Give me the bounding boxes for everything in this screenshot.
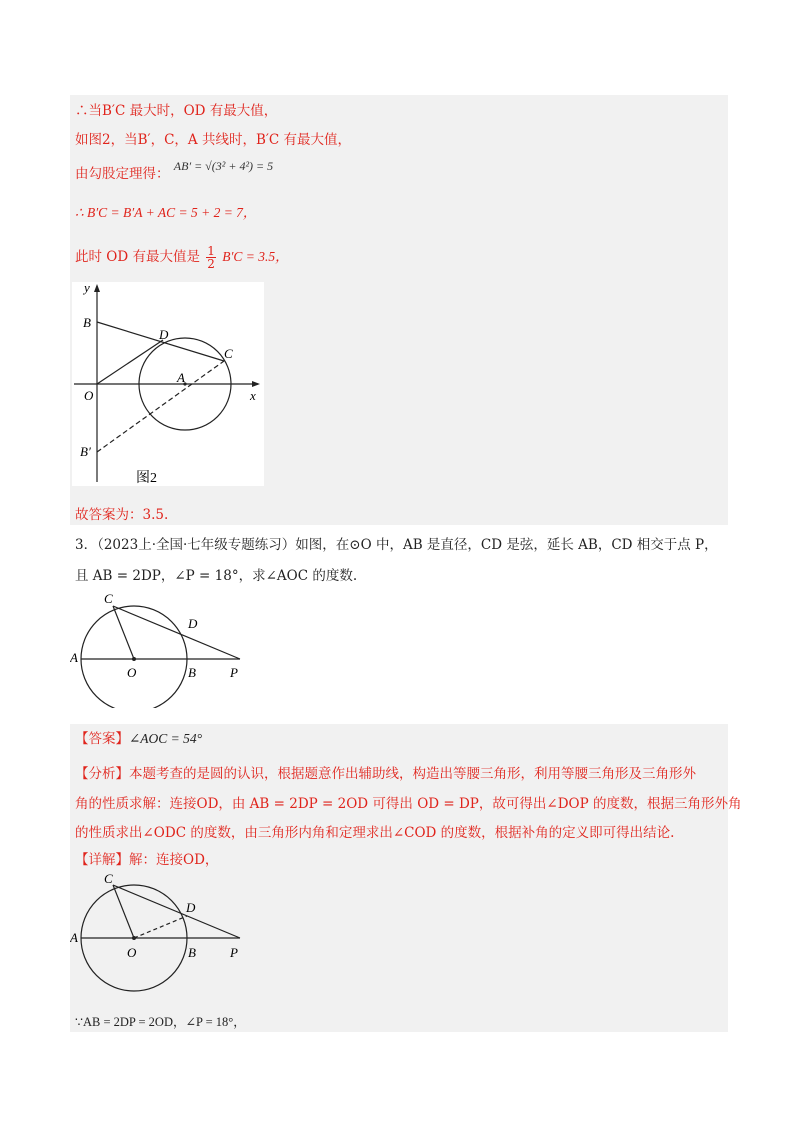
answer-line: 故答案为：3.5. bbox=[75, 507, 169, 523]
detail-figure bbox=[70, 872, 250, 992]
problem-3-figure-svg bbox=[70, 588, 250, 708]
label-b: B bbox=[188, 945, 196, 960]
label-o: O bbox=[127, 945, 137, 960]
segment-cp bbox=[113, 885, 240, 938]
solution-line-4: ∴ B′C = B′A + AC = 5 + 2 = 7， bbox=[75, 205, 257, 220]
label-y: y bbox=[84, 282, 90, 295]
problem-3-figure bbox=[70, 588, 250, 708]
detail-figure-svg bbox=[70, 872, 250, 992]
label-b: B bbox=[83, 315, 91, 330]
label-x: x bbox=[250, 388, 256, 403]
analysis-line-2: 角的性质求解：连接OD，由 AB = 2DP = 2OD 可得出 OD = DP，故可得出∠DOP 的度数，根据三角形外角 bbox=[75, 796, 742, 812]
y-axis-arrow bbox=[94, 284, 100, 292]
label-c: C bbox=[104, 872, 113, 886]
point-o bbox=[132, 657, 136, 661]
figure-2 bbox=[72, 282, 264, 486]
label-c: C bbox=[104, 591, 113, 606]
segment-b-prime-c bbox=[97, 361, 224, 452]
label-a: A bbox=[177, 370, 185, 385]
solution-line-5: 此时 OD 有最大值是 $\frac{1}{2}$ B′C = 3.5， bbox=[75, 244, 289, 271]
problem-3-line-1: 3．（2023上·全国·七年级专题练习）如图，在⊙O 中，AB 是直径，CD 是弦，延长 AB，CD 相交于点 P， bbox=[75, 537, 718, 553]
label-b: B bbox=[188, 665, 196, 680]
label-d: D bbox=[188, 616, 198, 631]
label-a: A bbox=[70, 930, 78, 945]
detail-line-last: ∵AB = 2DP = 2OD，∠P = 18°， bbox=[75, 1015, 246, 1029]
answer-3-line: 【答案】∠AOC = 54° bbox=[75, 731, 203, 747]
pythagoras-formula: AB′ = √(3² + 4²) = 5 bbox=[173, 159, 274, 173]
detail-line-1: 【详解】解：连接OD， bbox=[75, 852, 219, 868]
label-d: D bbox=[186, 900, 196, 915]
solution-line-2: 如图2，当B′，C，A 共线时，B′C 有最大值， bbox=[75, 132, 352, 148]
label-c: C bbox=[224, 346, 233, 361]
label-p: P bbox=[230, 665, 238, 680]
problem-3-line-2: 且 AB = 2DP，∠P = 18°，求∠AOC 的度数. bbox=[75, 568, 358, 584]
figure-2-caption: 图2 bbox=[136, 471, 157, 486]
segment-od bbox=[97, 340, 163, 384]
fraction-one-half: $\frac{1}{2}$ bbox=[207, 244, 215, 271]
label-a: A bbox=[70, 650, 78, 665]
segment-od-dashed bbox=[134, 916, 187, 938]
label-d: D bbox=[159, 327, 169, 342]
x-axis-arrow bbox=[252, 381, 260, 387]
analysis-line-1: 【分析】本题考查的是圆的认识，根据题意作出辅助线，构造出等腰三角形，利用等腰三角形及三角形外 bbox=[75, 766, 696, 782]
label-p: P bbox=[230, 945, 238, 960]
segment-cp bbox=[113, 606, 240, 659]
point-o bbox=[132, 936, 136, 940]
figure-2-svg bbox=[72, 282, 264, 486]
label-b-prime: B′ bbox=[80, 444, 91, 459]
label-o: O bbox=[84, 388, 94, 403]
solution-line-1: ∴当B′C 最大时，OD 有最大值， bbox=[75, 103, 278, 119]
solution-line-3: 由勾股定理得： AB′ = √(3² + 4²) = 5 bbox=[75, 159, 274, 182]
analysis-line-3: 的性质求出∠ODC 的度数，由三角形内角和定理求出∠COD 的度数，根据补角的定义即可得出结论. bbox=[75, 825, 675, 841]
label-o: O bbox=[127, 665, 137, 680]
